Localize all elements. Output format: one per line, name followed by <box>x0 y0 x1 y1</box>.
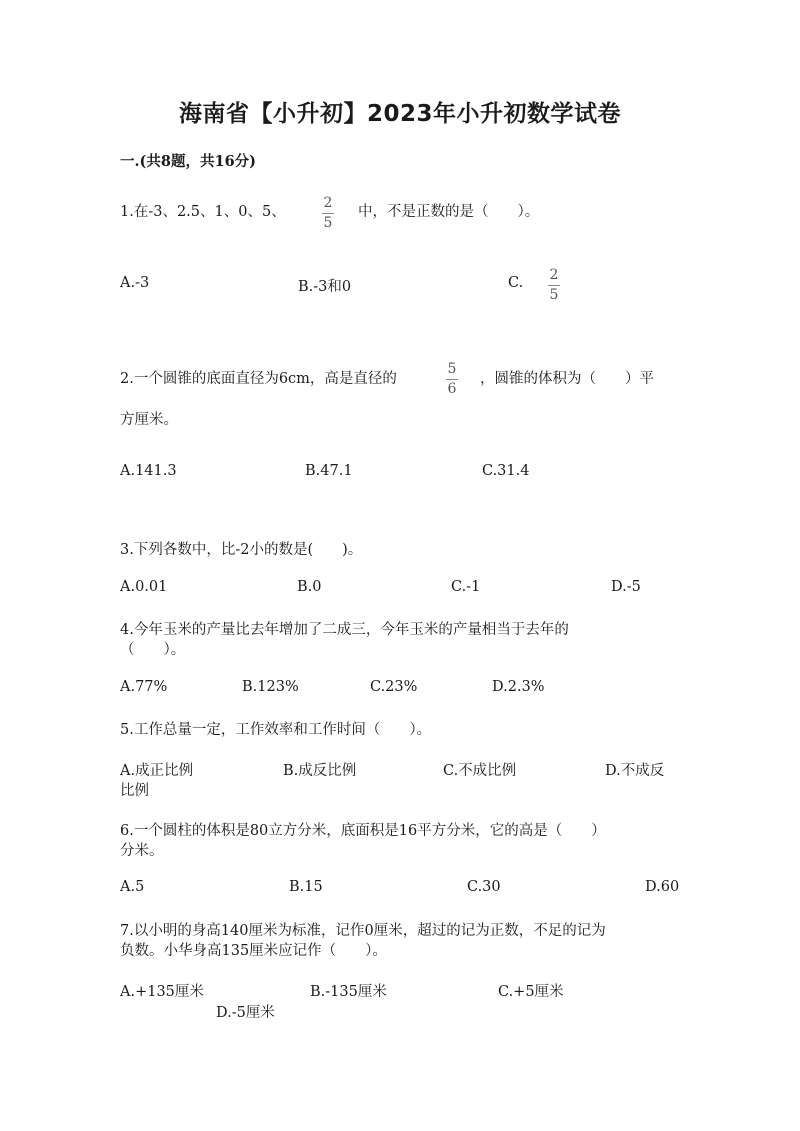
fraction-bar <box>548 285 560 286</box>
question-1-fraction <box>322 196 334 230</box>
question-5-option-c[interactable]: C.不成比例 <box>443 763 517 779</box>
question-5-option-d-wrap: 比例 <box>120 783 149 799</box>
fraction-numerator: 2 <box>549 267 559 283</box>
fraction-denominator: 5 <box>549 287 559 303</box>
question-7-option-a[interactable]: A.+135厘米 <box>120 984 204 1000</box>
question-1-option-b[interactable]: B.-3和0 <box>298 279 352 295</box>
question-7-option-d[interactable]: D.-5厘米 <box>216 1005 275 1021</box>
question-5-option-a[interactable]: A.成正比例 <box>120 763 194 779</box>
question-2-stem-line2: 方厘米。 <box>120 412 178 428</box>
question-4-option-c[interactable]: C.23% <box>370 679 418 695</box>
fraction-denominator: 5 <box>323 215 333 231</box>
question-7-stem: 7.以小明的身高140厘米为标准，记作0厘米，超过的记为正数，不足的记为 <box>120 923 606 939</box>
question-3-option-d[interactable]: D.-5 <box>611 579 641 595</box>
question-1-stem-after: 中，不是正数的是（ ）。 <box>358 204 540 220</box>
question-2-stem-after: ，圆锥的体积为（ ）平 <box>480 371 654 387</box>
fraction-bar <box>446 379 458 380</box>
question-2-option-b[interactable]: B.47.1 <box>305 463 353 479</box>
question-7-option-c[interactable]: C.+5厘米 <box>498 984 564 1000</box>
fraction-bar <box>322 213 334 214</box>
question-1-stem-before: 1.在-3、2.5、1、0、5、 <box>120 204 286 220</box>
question-1-option-c[interactable]: C. <box>508 275 524 291</box>
question-4-stem-line2: （ ）。 <box>120 642 186 658</box>
fraction-denominator: 6 <box>447 381 457 397</box>
question-6-option-c[interactable]: C.30 <box>467 879 501 895</box>
question-2-fraction <box>446 362 458 396</box>
question-2-option-a[interactable]: A.141.3 <box>120 463 177 479</box>
question-2-stem-before: 2.一个圆锥的底面直径为6cm，高是直径的 <box>120 371 397 387</box>
question-2-option-c[interactable]: C.31.4 <box>482 463 530 479</box>
question-1-option-c-fraction <box>548 268 560 302</box>
question-3-stem: 3.下列各数中，比-2小的数是( )。 <box>120 542 363 558</box>
question-4-stem: 4.今年玉米的产量比去年增加了二成三，今年玉米的产量相当于去年的 <box>120 622 569 638</box>
question-6-stem: 6.一个圆柱的体积是80立方分米，底面积是16平方分米，它的高是（ ） <box>120 823 606 839</box>
fraction-numerator: 5 <box>447 361 457 377</box>
question-3-option-b[interactable]: B.0 <box>297 579 322 595</box>
section-heading: 一.(共8题，共16分) <box>120 153 257 170</box>
question-4-option-d[interactable]: D.2.3% <box>492 679 545 695</box>
question-3-option-a[interactable]: A.0.01 <box>120 579 168 595</box>
question-4-option-a[interactable]: A.77% <box>120 679 168 695</box>
question-6-option-d[interactable]: D.60 <box>645 879 680 895</box>
fraction-numerator: 2 <box>323 195 333 211</box>
question-6-option-a[interactable]: A.5 <box>120 879 145 895</box>
question-5-option-b[interactable]: B.成反比例 <box>283 763 357 779</box>
question-7-option-b[interactable]: B.-135厘米 <box>310 984 387 1000</box>
question-1-option-a[interactable]: A.-3 <box>120 275 150 291</box>
question-6-stem-line2: 分米。 <box>120 843 164 859</box>
question-3-option-c[interactable]: C.-1 <box>451 579 481 595</box>
question-7-stem-line2: 负数。小华身高135厘米应记作（ ）。 <box>120 943 387 959</box>
question-4-option-b[interactable]: B.123% <box>242 679 299 695</box>
question-5-stem: 5.工作总量一定，工作效率和工作时间（ ）。 <box>120 722 432 738</box>
page-title: 海南省【小升初】2023年小升初数学试卷 <box>178 101 621 127</box>
question-5-option-d[interactable]: D.不成反 <box>605 763 665 779</box>
question-6-option-b[interactable]: B.15 <box>289 879 323 895</box>
